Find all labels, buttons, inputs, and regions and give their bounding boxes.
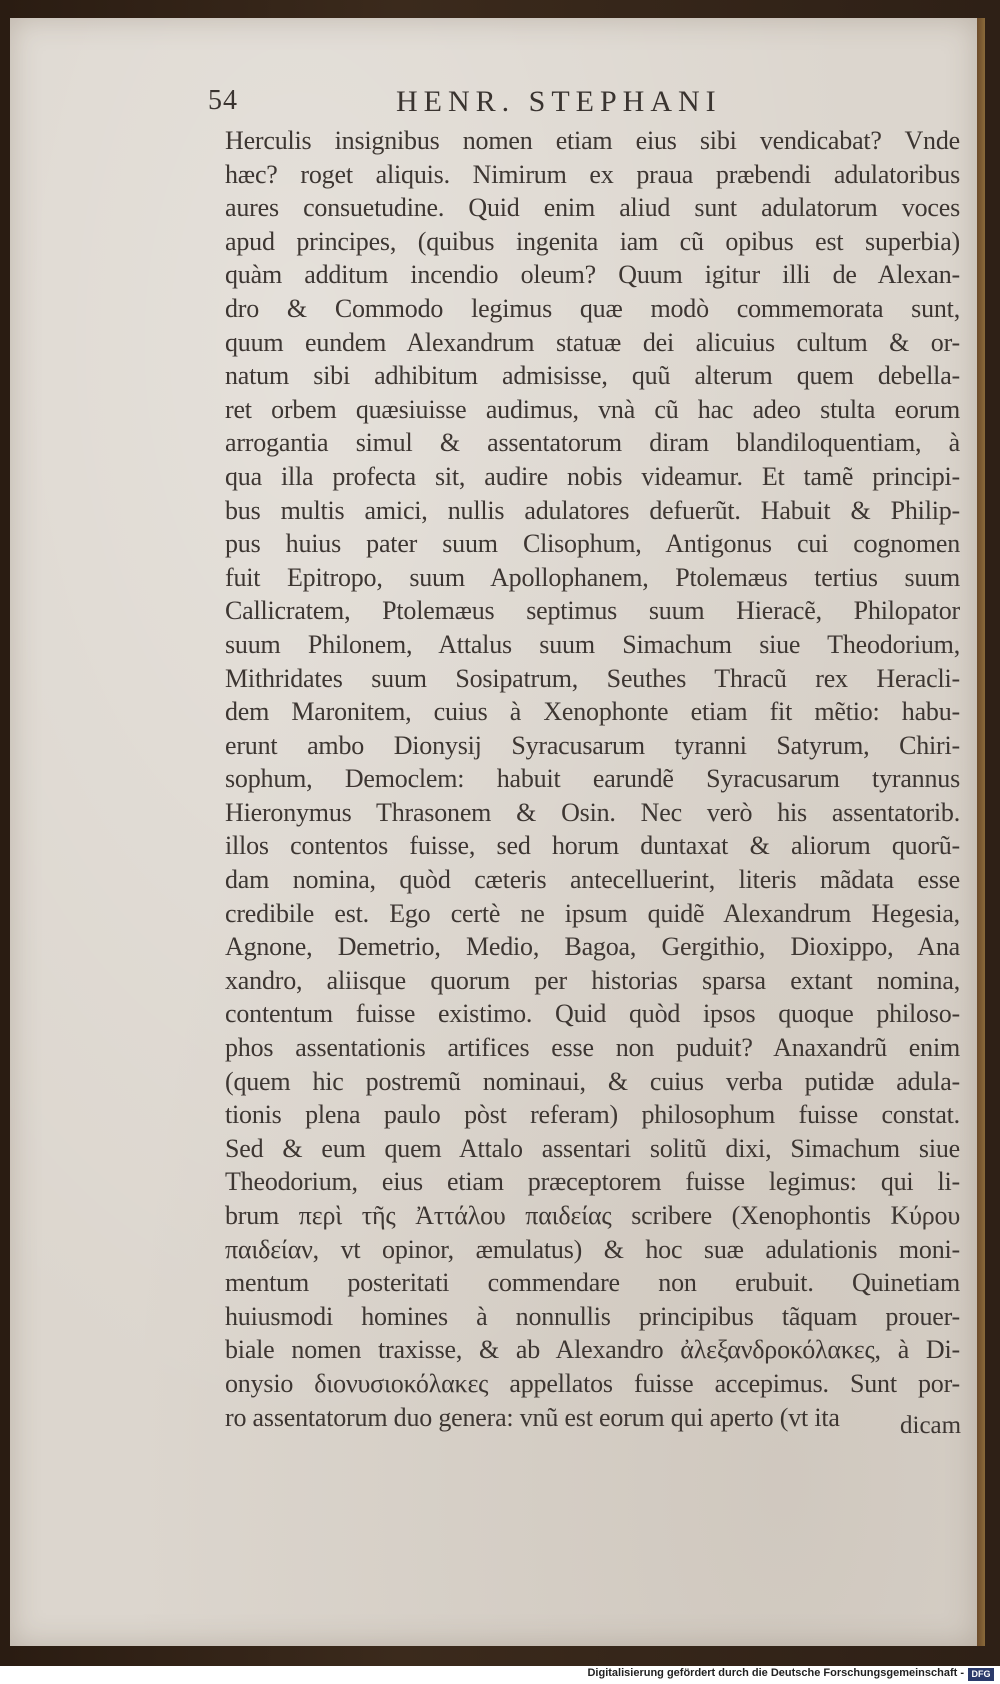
page-edge — [977, 18, 985, 1646]
text-line: Mithridates suum Sosipatrum, Seuthes Thracũ rex Heracli- — [225, 663, 960, 693]
text-line: Sed & eum quem Attalo assentari solitũ dixi, Simachum siue — [225, 1133, 960, 1163]
text-line: dro & Commodo legimus quæ modò commemorata sunt, — [225, 293, 960, 323]
text-line: biale nomen traxisse, & ab Alexandro ἀλεξανδροκόλακες, à Di- — [225, 1335, 960, 1365]
text-line: pus huius pater suum Clisophum, Antigonus cui cognomen — [225, 529, 960, 559]
page-number: 54 — [208, 85, 238, 116]
text-line: Herculis insignibus nomen etiam eius sibi vendicabat? Vnde — [225, 126, 960, 155]
body-text — [225, 124, 960, 1434]
text-line: bus multis amici, nullis adulatores defuerũt. Habuit & Philip- — [225, 495, 960, 525]
text-line: apud principes, (quibus ingenita iam cũ opibus est superbia) — [225, 226, 960, 256]
text-line: hæc? roget aliquis. Nimirum ex praua præbendi adulatoribus — [225, 159, 960, 189]
footer-credit: Digitalisierung gefördert durch die Deutsche Forschungsgemeinschaft - — [587, 1667, 964, 1679]
running-head: HENR. STEPHANI — [396, 85, 722, 118]
text-line: phos assentationis artifices esse non puduit? Anaxandrũ enim — [225, 1033, 960, 1063]
text-line: Hieronymus Thrasonem & Osin. Nec verò his assentatorib. — [225, 797, 960, 827]
text-line: illos contentos fuisse, sed horum duntaxat & aliorum quorũ- — [225, 831, 960, 861]
dfg-logo: DFG — [968, 1668, 994, 1681]
text-line: erunt ambo Dionysij Syracusarum tyranni Satyrum, Chiri- — [225, 730, 960, 760]
text-line: onysio διονυσιοκόλακες appellatos fuisse accepimus. Sunt por- — [225, 1368, 960, 1398]
text-line: suum Philonem, Attalus suum Simachum siue Theodorium, — [225, 629, 960, 659]
text-line: tionis plena paulo pòst referam) philosophum fuisse constat. — [225, 1100, 960, 1130]
text-line: Theodorium, eius etiam præceptorem fuisse legimus: qui li- — [225, 1167, 960, 1197]
page-header — [208, 85, 908, 121]
text-line: sophum, Democlem: habuit earundẽ Syracusarum tyrannus — [225, 764, 960, 794]
footer — [0, 1666, 1000, 1684]
text-line: dem Maronitem, cuius à Xenophonte etiam fit mẽtio: habu- — [225, 697, 960, 727]
text-line: quum eundem Alexandrum statuæ dei alicuius cultum & or- — [225, 327, 960, 357]
text-line: παιδείαν, vt opinor, æmulatus) & hoc suæ adulationis moni- — [225, 1234, 960, 1264]
text-line: credibile est. Ego certè ne ipsum quidẽ Alexandrum Hegesia, — [225, 898, 960, 928]
text-line: mentum posteritati commendare non erubuit. Quinetiam — [225, 1268, 960, 1298]
text-line: ret orbem quæsiuisse audimus, vnà cũ hac adeo stulta eorum — [225, 394, 960, 424]
text-line: xandro, aliisque quorum per historias sparsa extant nomina, — [225, 965, 960, 995]
text-line: Callicratem, Ptolemæus septimus suum Hieracẽ, Philopator — [225, 596, 960, 626]
text-line: ro assentatorum duo genera: vnũ est eorum qui aperto (vt ita — [225, 1402, 840, 1432]
text-line: Agnone, Demetrio, Medio, Bagoa, Gergithio, Dioxippo, Ana — [225, 932, 960, 962]
text-line: fuit Epitropo, suum Apollophanem, Ptolemæus tertius suum — [225, 562, 960, 592]
text-line: contentum fuisse existimo. Quid quòd ipsos quoque philoso- — [225, 999, 960, 1029]
text-line: aures consuetudine. Quid enim aliud sunt adulatorum voces — [225, 193, 960, 223]
text-line: brum περὶ τῆς Ἀττάλου παιδείας scribere (Xenophontis Κύρου — [225, 1201, 960, 1230]
text-line: huiusmodi homines à nonnullis principibus tãquam prouer- — [225, 1301, 960, 1331]
text-line: dam nomina, quòd cæteris antecelluerint, literis mãdata esse — [225, 865, 960, 895]
text-line: quàm additum incendio oleum? Quum igitur illi de Alexan- — [225, 260, 960, 290]
text-line: qua illa profecta sit, audire nobis videamur. Et tamẽ principi- — [225, 461, 960, 491]
text-line: (quem hic postremũ nominaui, & cuius verba putidæ adula- — [225, 1066, 960, 1096]
catchword: dicam — [900, 1412, 962, 1439]
text-line: arrogantia simul & assentatorum diram blandiloquentiam, à — [225, 428, 960, 458]
text-line: natum sibi adhibitum admisisse, quũ alterum quem debella- — [225, 361, 960, 391]
